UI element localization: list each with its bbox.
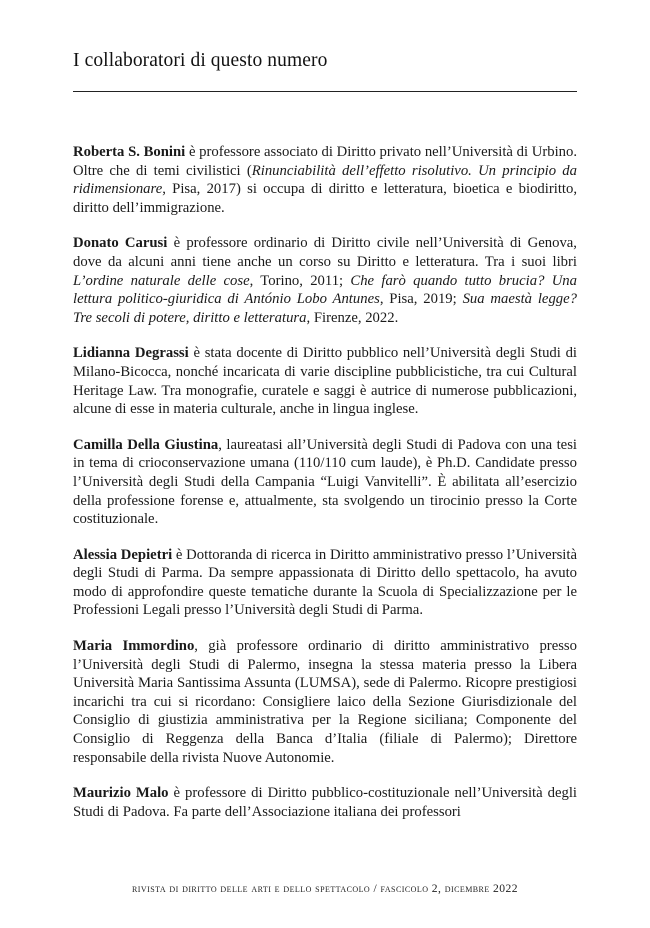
contributor-entry [73, 143, 577, 217]
book-title: L’ordine naturale delle cose [73, 272, 250, 289]
contributor-entry [73, 546, 577, 620]
title-divider [73, 91, 577, 92]
contributor-name: Roberta S. Bonini [73, 144, 186, 160]
bio-text: è Dottoranda di ricerca in Diritto amministrativo presso l’Università degli Studi di Parma. Da sempre appassionata di Diritto dello spettacolo, ha avuto modo di approfondire queste tematiche durante la Scuola di Specializzazione per le Professioni Legali presso l’Università degli Studi di Parma. [73, 546, 577, 619]
contributors-list [73, 143, 577, 838]
contributor-name: Donato Carusi [73, 235, 168, 252]
book-title: Rinunciabilità dell’effetto risolutivo. Un principio da ridimensionare [73, 162, 577, 198]
contributor-name: Lidianna Degrassi [73, 345, 189, 362]
book-title: Sua maestà legge? Tre secoli di potere, diritto e letteratura [73, 291, 577, 326]
bio-text: , laureatasi all’Università degli Studi di Padova con una tesi in tema di crioconservazione umana (110/110 cum laude), è Ph.D. Candidate presso l’Università degli Studi della Campania “Luigi Vanvitelli”. È abilitata all’esercizio della professione forense e, attualmente, sta svolgendo un tirocinio presso la Corte costituzionale. [73, 436, 577, 528]
contributor-entry [73, 637, 577, 767]
page-title: I collaboratori di questo numero [73, 50, 328, 71]
bio-text: , Pisa, 2019; [379, 291, 463, 308]
contributor-name: Maurizio Malo [73, 785, 169, 802]
bio-text: è professore ordinario di Diritto civile nell’Università di Genova, dove da alcuni anni tiene anche un corso su Diritto e letteratura. Tra i suoi libri [73, 235, 577, 270]
bio-text: è professore associato di Diritto privato nell’Università di Urbino. Oltre che di temi civilistici ( [73, 144, 578, 179]
contributor-entry [73, 344, 577, 418]
contributor-name: Alessia Depietri [73, 546, 173, 563]
bio-text: è professore di Diritto pubblico-costituzionale nell’Università degli Studi di Padova. Fa parte dell’Associazione italiana dei professori [73, 785, 577, 820]
bio-text: , Firenze, 2022. [306, 309, 399, 326]
contributor-name: Camilla Della Giustina [73, 436, 219, 453]
bio-text: , Torino, 2011; [249, 272, 351, 289]
bio-text: , già professore ordinario di diritto amministrativo presso l’Università degli Studi di Palermo, insegna la stessa materia presso la Libera Università Maria Santissima Assunta (LUMSA), sede di Palermo. Ricopre prestigiosi incarichi tra cui si ricordano: Consigliere laico della Sezione Giurisdizionale del Consiglio di giustizia amministrativa per la Regione siciliana; Componente del Consiglio di Reggenza della Banca d’Italia (filiale di Palermo); Direttore responsabile della rivista Nuove Autonomie. [73, 638, 577, 766]
bio-text: è stata docente di Diritto pubblico nell’Università degli Studi di Milano-Bicocca, nonché incaricata di varie discipline pubblicistiche, tra cui Cultural Heritage Law. Tra monografie, curatele e saggi è autrice di numerose pubblicazioni, alcune di esse in materia culturale, anche in lingua inglese. [73, 345, 578, 418]
contributor-name: Maria Immordino [73, 638, 195, 655]
book-title: Che farò quando tutto brucia? Una lettura politico-giuridica di António Lobo Antunes [73, 272, 577, 308]
running-footer: rivista di diritto delle arti e dello spettacolo / fascicolo 2, dicembre 2022 [131, 882, 518, 895]
bio-text: , Pisa, 2017) si occupa di diritto e letteratura, bioetica e biodiritto, diritto dell’immigrazione. [73, 181, 577, 216]
contributor-entry [73, 784, 577, 821]
contributor-entry [73, 234, 577, 327]
contributor-entry [73, 436, 577, 529]
